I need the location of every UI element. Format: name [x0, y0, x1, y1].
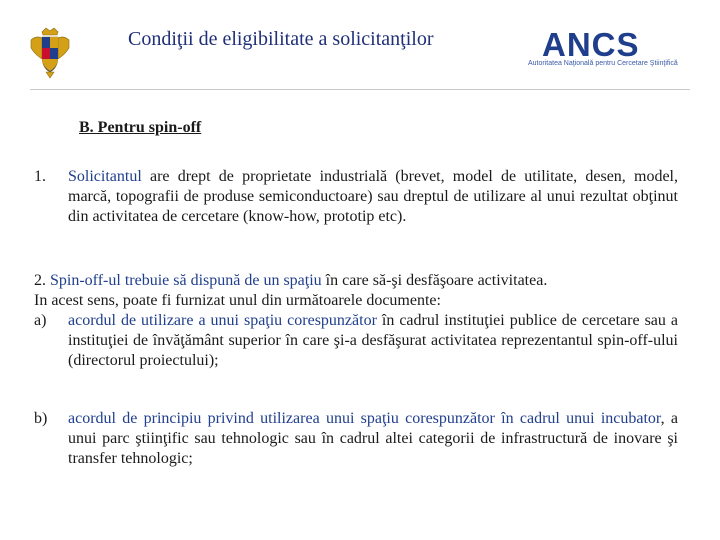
item-2a-text: în cadrul instituţiei publice de cercetare sau a instituţiei de învăţământ superior în care şi-a desfăşurat activitatea reprezentantul spin-off-ului (directorul proiectului);	[68, 312, 678, 369]
item-2	[34, 271, 678, 371]
logo-subtitle: Autoritatea Naţională pentru Cercetare Ştiinţifică	[528, 60, 678, 67]
item-2a-marker: a)	[34, 312, 47, 329]
item-2a-highlight: acordul de utilizare a unui spaţiu corespunzător	[68, 312, 377, 329]
item-1-marker: 1.	[34, 168, 46, 185]
item-b-highlight: acordul de principiu privind utilizarea unui spaţiu corespunzător în cadrul unui incubator	[68, 410, 661, 427]
coat-of-arms-icon	[28, 26, 72, 80]
item-1	[34, 167, 678, 227]
item-b-text: , a unui parc ştiinţific sau tehnologic sau în cadrul altei categorii de infrastructură de inovare şi transfer tehnologic;	[68, 410, 678, 467]
item-b-body	[34, 409, 678, 469]
item-b-marker: b)	[34, 410, 48, 427]
item-2-first-line	[34, 271, 678, 291]
logo-text: ANCS	[542, 26, 640, 63]
item-1-text: are drept de proprietate industrială (brevet, model de utilitate, desen, model, marcă, topografii de produse semiconductoare) sau dreptul de utilizare al unui rezultat obţinut din activitatea de cercetare (know-how, prototip etc).	[68, 168, 678, 225]
page-title: Condiţii de eligibilitate a solicitanţilor	[128, 28, 434, 50]
item-b	[34, 409, 678, 469]
item-2-highlight: Spin-off-ul trebuie să dispună de un spaţiu	[50, 272, 322, 289]
item-2-marker: 2.	[34, 272, 46, 289]
item-2a-body	[34, 311, 678, 371]
item-1-highlight: Solicitantul	[68, 168, 142, 185]
item-2-continuation: In acest sens, poate fi furnizat unul din următoarele documente:	[34, 292, 441, 309]
item-2-text: în care să-şi desfăşoare activitatea.	[321, 272, 548, 289]
header-divider	[30, 89, 690, 90]
item-1-body	[34, 167, 678, 227]
section-heading: B. Pentru spin-off	[79, 119, 202, 136]
ancs-logo	[528, 28, 688, 72]
